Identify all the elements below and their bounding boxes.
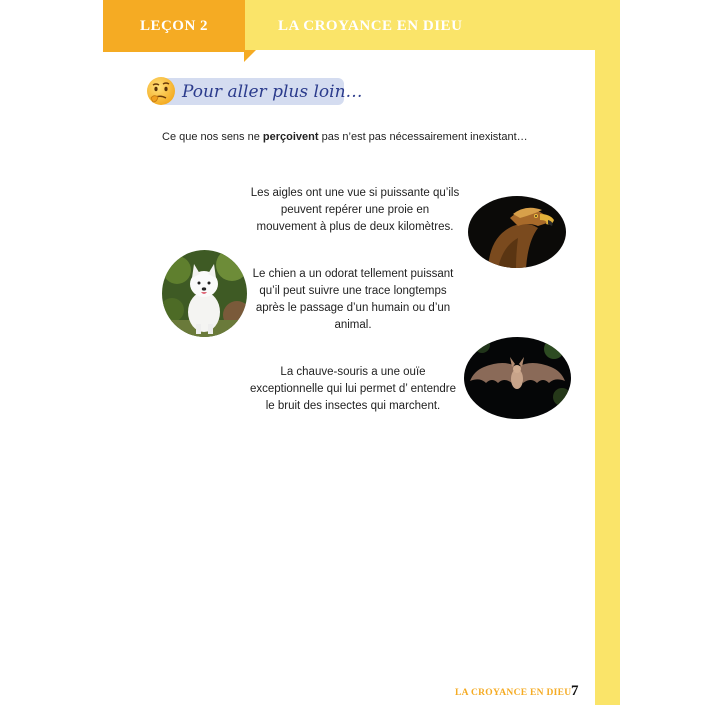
footer-title: LA CROYANCE EN DIEU: [455, 688, 572, 698]
dog-photo: [162, 250, 247, 337]
lesson-title: LA CROYANCE EN DIEU: [278, 17, 463, 34]
intro-part: pas n’est pas nécessairement inexistant…: [318, 131, 528, 143]
lesson-label: LEÇON 2: [139, 17, 209, 34]
intro-part: Ce que nos sens ne: [162, 131, 263, 143]
intro-text: [162, 131, 528, 143]
further-heading: Pour aller plus loin…: [182, 81, 363, 102]
dog-paragraph: Le chien a un odorat tellement puissant qu’il peut suivre une trace longtemps après le passage d’un humain ou d’un animal.: [252, 268, 454, 331]
lesson-tab: [103, 0, 245, 52]
bat-photo: [464, 337, 571, 419]
eagle-paragraph: Les aigles ont une vue si puissante qu’ils peuvent repérer une proie en mouvement à plus de deux kilomètres.: [250, 187, 460, 233]
thinking-face-icon: [145, 75, 177, 107]
lesson-tab-notch: [244, 50, 256, 62]
bat-paragraph: La chauve-souris a une ouïe exceptionnelle qui lui permet d’ entendre le bruit des insectes qui marchent.: [249, 366, 457, 412]
intro-bold-word: perçoivent: [262, 131, 319, 143]
eagle-photo: [468, 196, 566, 268]
page-number: 7: [571, 683, 579, 699]
